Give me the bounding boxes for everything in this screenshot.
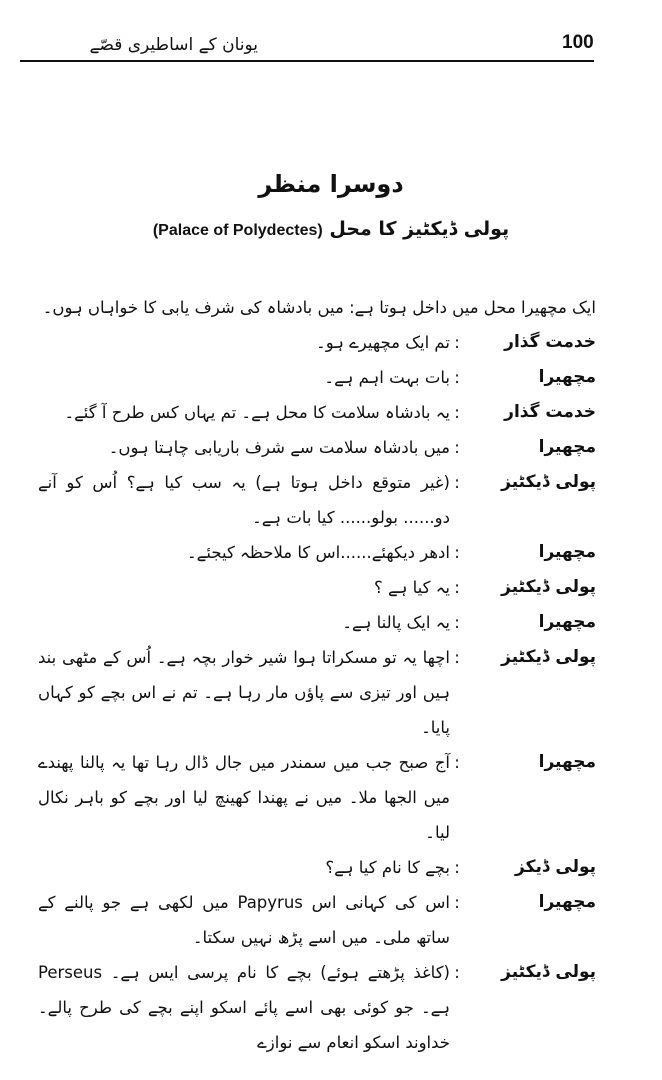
- speaker-colon: :: [454, 858, 460, 877]
- dialogue-line: [38, 395, 596, 430]
- dialogue-text: تم ایک مچھیرے ہو۔: [316, 333, 450, 352]
- speaker-name: پولی ڈیکز: [515, 857, 596, 877]
- speaker-colon: :: [454, 893, 460, 912]
- dialogue-text: میں بادشاہ سلامت سے شرف باریابی چاہتا ہوں۔: [108, 438, 450, 457]
- speaker-colon: :: [454, 403, 460, 422]
- dialogue-text: بچے کا نام کیا ہے؟: [325, 858, 450, 877]
- dialogue-text: (غیر متوقع داخل ہوتا ہے) یہ سب کیا ہے؟ اُس کو آنے دو...... بولو...... کیا بات ہے۔: [38, 473, 450, 527]
- dialogue-text: اس کی کہانی اس Papyrus میں لکھی ہے جو پالنے کے ساتھ ملی۔ میں اسے پڑھ نہیں سکتا۔: [38, 893, 450, 947]
- speaker-name: خدمت گذار: [504, 332, 596, 352]
- speaker-colon: :: [454, 333, 460, 352]
- dialogue-line: [38, 535, 596, 570]
- place-title: [0, 218, 662, 240]
- speaker-name: مچھیرا: [538, 612, 596, 632]
- speaker-colon: :: [454, 543, 460, 562]
- dialogue-text: ادھر دیکھئے......اس کا ملاحظہ کیجئے۔: [187, 543, 450, 562]
- speaker-name: مچھیرا: [538, 437, 596, 457]
- speaker-name: پولی ڈیکٹیز: [501, 647, 596, 667]
- speaker-name: مچھیرا: [538, 367, 596, 387]
- dialogue-text: ایک مچھیرا محل میں داخل ہوتا ہے: میں بادشاہ کی شرف یابی کا خواہاں ہوں۔: [42, 298, 596, 317]
- speaker-colon: :: [454, 963, 460, 982]
- speaker-name: مچھیرا: [538, 752, 596, 772]
- speaker-colon: :: [454, 473, 460, 492]
- dialogue-line: [38, 640, 596, 745]
- page-number: 100: [562, 32, 594, 53]
- dialogue-line: [38, 430, 596, 465]
- speaker-colon: :: [454, 438, 460, 457]
- dialogue-text: یہ کیا ہے ؟: [374, 578, 450, 597]
- speaker-name: پولی ڈیکٹیز: [501, 577, 596, 597]
- dialogue-line: [38, 745, 596, 850]
- dialogue-text: آج صبح جب میں سمندر میں جال ڈال رہا تھا یہ پالنا پھندے میں الجھا ملا۔ میں نے پھندا کھینچ لیا اور بچے کو باہر نکال لیا۔: [38, 753, 450, 842]
- dialogue-text: یہ بادشاہ سلامت کا محل ہے۔ تم یہاں کس طرح آ گئے۔: [64, 403, 450, 422]
- dialogue-line: [38, 325, 596, 360]
- dialogue-line: [38, 850, 596, 885]
- dialogue-line: [38, 570, 596, 605]
- speaker-name: مچھیرا: [538, 892, 596, 912]
- speaker-colon: :: [454, 613, 460, 632]
- book-title: یونان کے اساطیری قصّے: [89, 35, 258, 55]
- dialogue-text: یہ ایک پالنا ہے۔: [342, 613, 450, 632]
- place-title-urdu: پولی ڈیکٹیز کا محل: [329, 218, 510, 240]
- dialogue-line: [38, 465, 596, 535]
- speaker-colon: :: [454, 368, 460, 387]
- speaker-name: پولی ڈیکٹیز: [501, 962, 596, 982]
- dialogue-line: [38, 290, 596, 325]
- dialogue-text: اچھا یہ تو مسکراتا ہوا شیر خوار بچہ ہے۔ اُس کے مٹھی بند ہیں اور تیزی سے پاؤں مار رہا ہے۔ تم نے اس بچے کو کہاں پایا۔: [38, 648, 450, 737]
- dialogue-text: (کاغذ پڑھتے ہوئے) بچے کا نام پرسی ایس ہے۔ Perseus ہے۔ جو کوئی بھی اسے پائے اسکو اپنے بچے کی طرح پالے۔ خداوند اسکو انعام سے نوازے: [38, 963, 450, 1052]
- scene-title: دوسرا منظر: [258, 170, 404, 198]
- page-header: [20, 28, 594, 62]
- dialogue: [38, 290, 596, 1060]
- dialogue-text: بات بہت اہم ہے۔: [324, 368, 450, 387]
- place-title-english: (Palace of Polydectes): [152, 222, 323, 239]
- speaker-name: مچھیرا: [538, 542, 596, 562]
- speaker-colon: :: [454, 648, 460, 667]
- speaker-name: پولی ڈیکٹیز: [501, 472, 596, 492]
- speaker-name: خدمت گذار: [504, 402, 596, 422]
- dialogue-line: [38, 605, 596, 640]
- dialogue-line: [38, 360, 596, 395]
- dialogue-line: [38, 955, 596, 1060]
- dialogue-line: [38, 885, 596, 955]
- speaker-colon: :: [454, 753, 460, 772]
- speaker-colon: :: [454, 578, 460, 597]
